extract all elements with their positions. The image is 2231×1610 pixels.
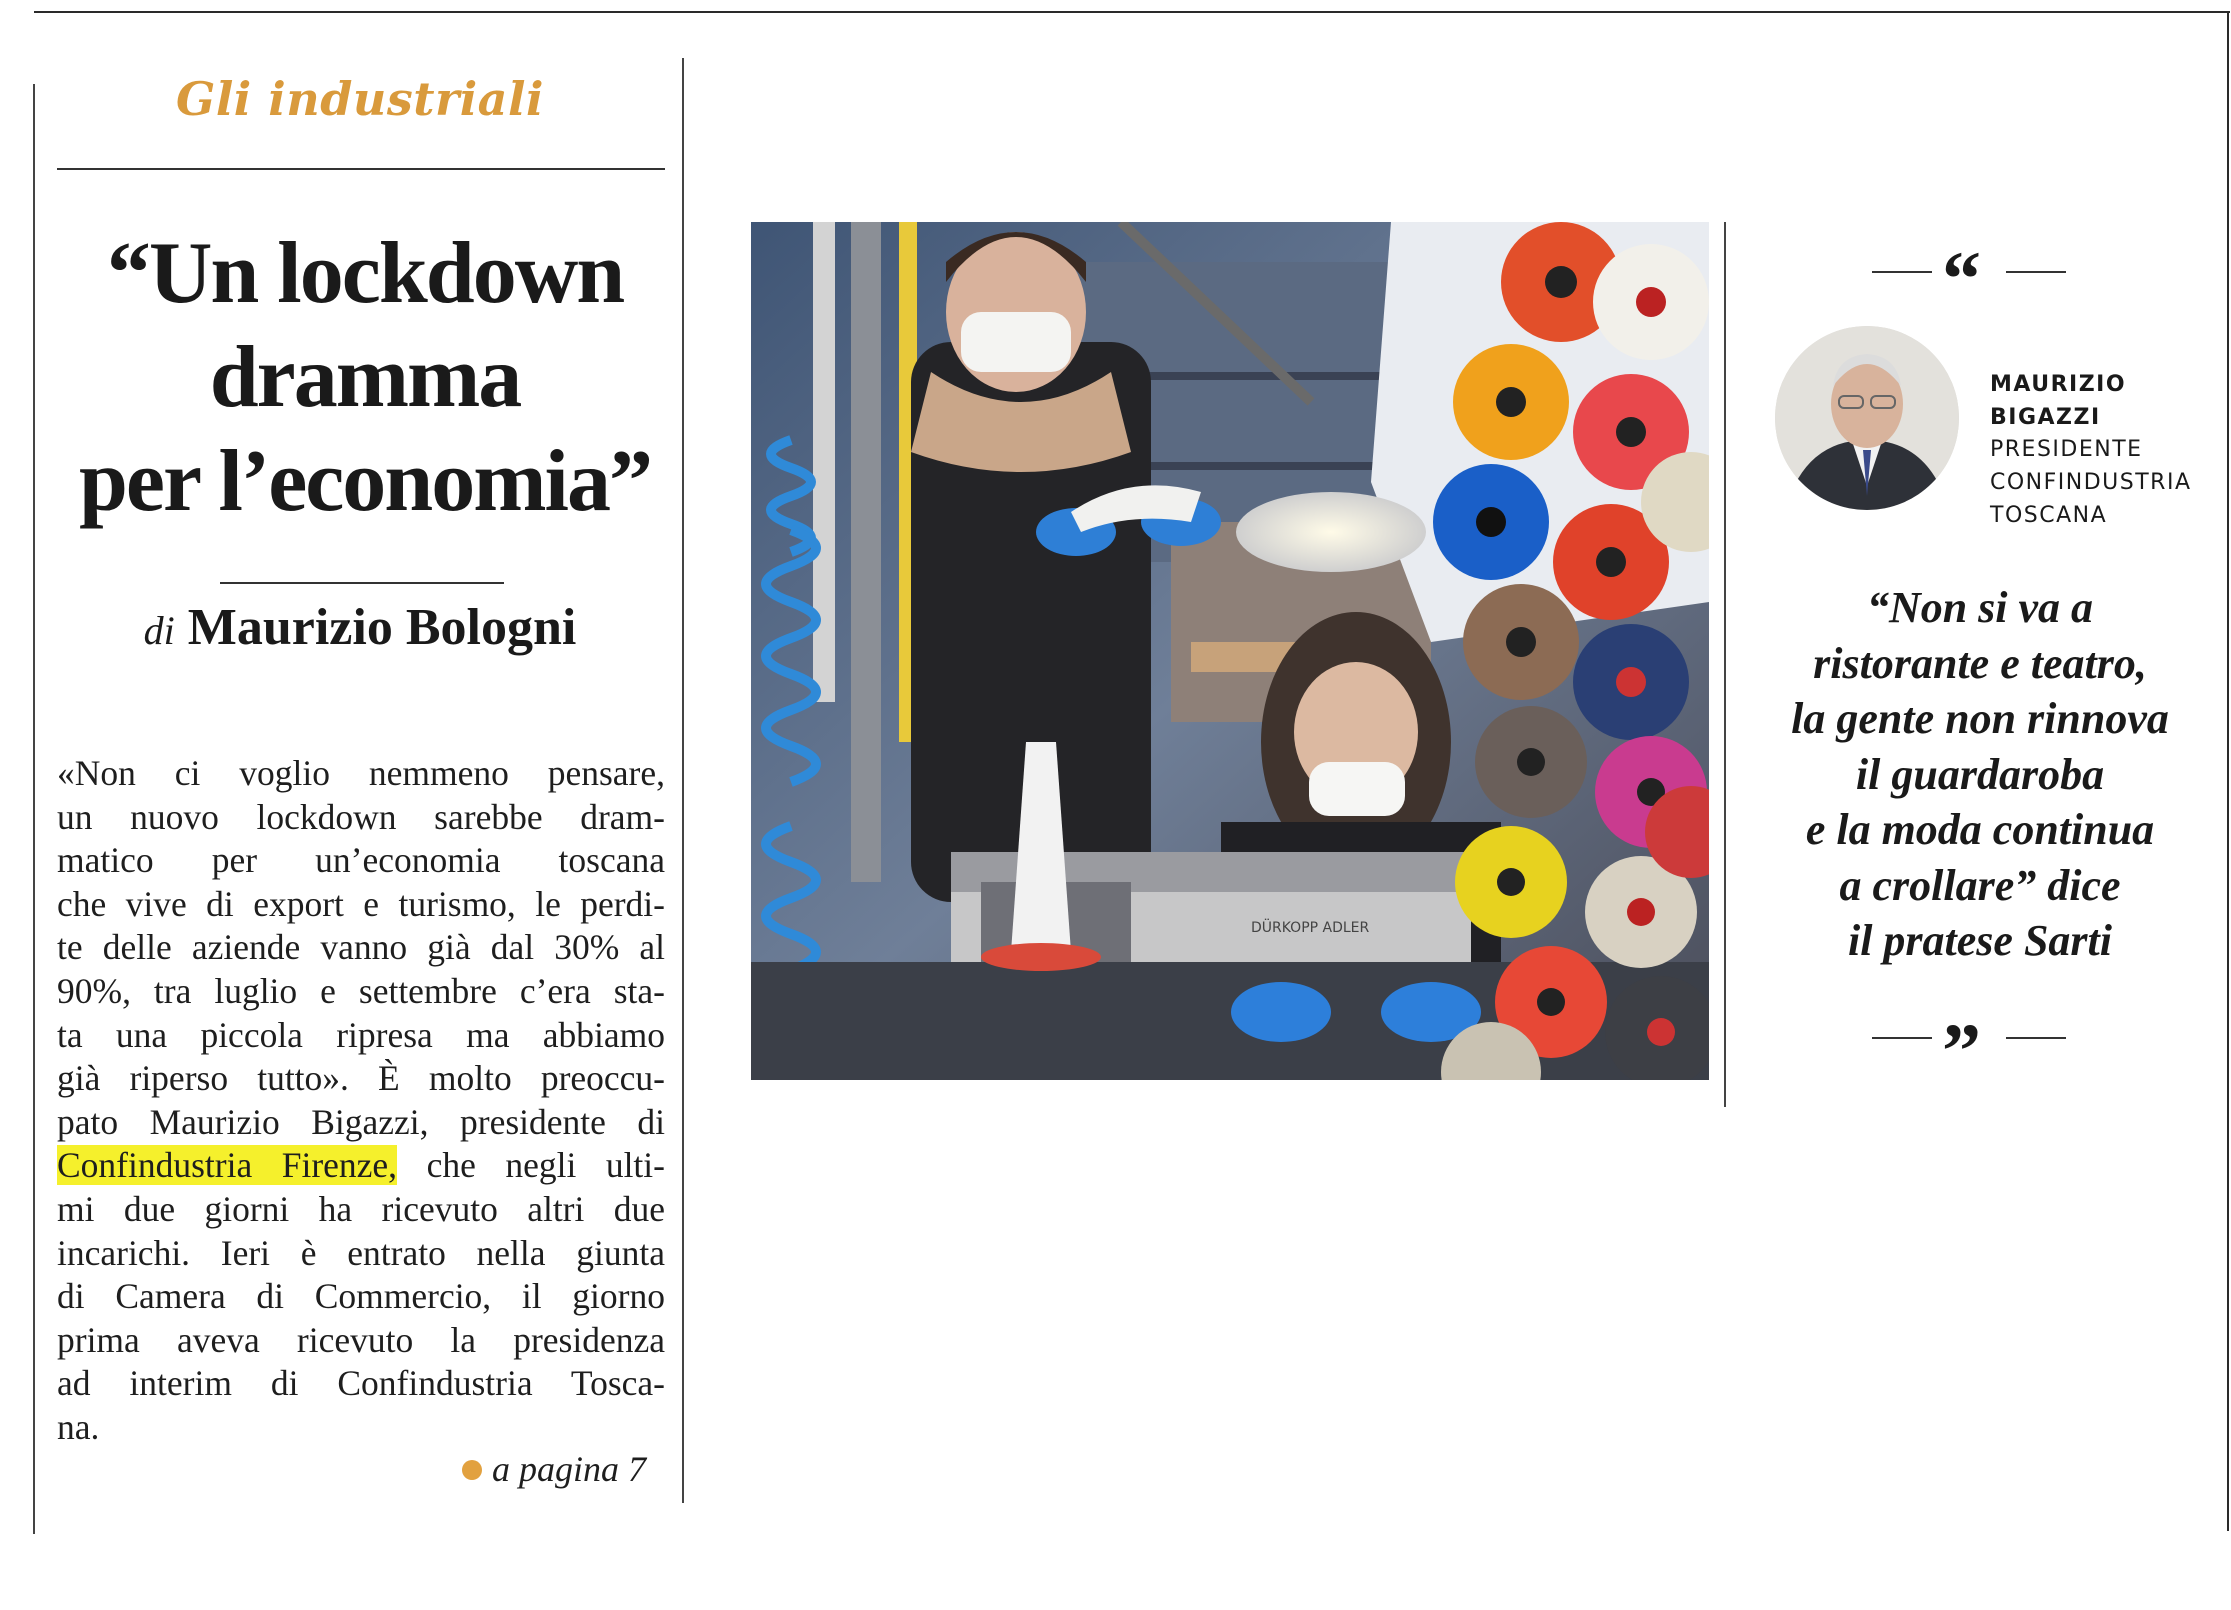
avatar — [1775, 326, 1959, 510]
close-quote-rule-left — [1872, 1037, 1932, 1039]
byline-prefix: di — [143, 608, 175, 653]
pull-quote-line: la gente non rinnova — [1791, 694, 2169, 743]
article-photo — [751, 222, 1709, 1080]
body-line: «Non ci voglio nemmeno pensare, — [57, 753, 665, 793]
close-quote-rule-right — [2006, 1037, 2066, 1039]
body-line: un nuovo lockdown sarebbe dram- — [57, 796, 665, 837]
person-name-line: MAURIZIO — [1990, 372, 2127, 397]
section-kicker: Gli industriali — [176, 72, 544, 126]
pull-quote-line: ristorante e teatro, — [1813, 638, 2147, 688]
open-quote-icon: “ — [1942, 235, 1981, 322]
kicker-rule — [57, 168, 665, 170]
body-line: mi due giorni ha ricevuto altri due — [57, 1188, 665, 1229]
open-quote-rule-left — [1872, 271, 1932, 273]
headline-line: dramma — [209, 329, 521, 426]
pull-quote-line: “Non si va a — [1866, 583, 2094, 632]
byline-rule — [220, 582, 504, 584]
byline — [60, 598, 660, 657]
body-line: già riperso tutto». È molto preoccu- — [57, 1058, 665, 1099]
pull-quote-line: il guardaroba — [1855, 749, 2105, 799]
pull-quote-line: a crollare” dice — [1839, 860, 2121, 910]
body-line-highlighted — [57, 1144, 665, 1188]
frame-left-rule — [33, 84, 35, 1534]
pull-quote-line: e la moda continua — [1805, 805, 2155, 854]
person-role-line: TOSCANA — [1990, 503, 2108, 528]
highlighted-company-name: Confindustria Firenze, — [57, 1145, 398, 1186]
body-line-rest: che negli ulti- — [397, 1145, 665, 1186]
photo-illustration — [751, 222, 1709, 1080]
page-reference-text: a pagina 7 — [492, 1449, 647, 1489]
page-reference — [462, 1448, 672, 1490]
headline — [40, 222, 690, 534]
frame-right-rule — [2227, 11, 2229, 1531]
body-line: incarichi. Ieri è entrato nella giunta — [57, 1232, 665, 1273]
body-line: ta una piccola ripresa ma abbiamo — [57, 1014, 665, 1055]
person-role — [1990, 433, 2192, 532]
person-role-line: CONFINDUSTRIA — [1990, 470, 2192, 495]
headline-line: “Un lockdown — [106, 225, 624, 322]
bullet-dot-icon — [462, 1460, 482, 1480]
person-name-line: BIGAZZI — [1990, 405, 2101, 430]
body-line: 90%, tra luglio e settembre c’era sta- — [57, 970, 665, 1011]
body-line: che vive di export e turismo, le perdi- — [57, 883, 665, 924]
headline-line: per l’economia” — [78, 433, 652, 530]
pull-quote-line: il pratese Sarti — [1847, 916, 2113, 965]
body-line: ad interim di Confindustria Tosca- — [57, 1363, 665, 1404]
byline-author: Maurizio Bologni — [187, 599, 577, 656]
body-line: pato Maurizio Bigazzi, presidente di — [57, 1101, 665, 1142]
body-line: di Camera di Commercio, il giorno — [57, 1276, 665, 1317]
sewing-machine-brand: DÜRKOPP ADLER — [1251, 920, 1370, 936]
open-quote-rule-right — [2006, 271, 2066, 273]
body-line: matico per un’economia toscana — [57, 840, 665, 881]
body-line: prima aveva ricevuto la presidenza — [57, 1319, 665, 1360]
body-line: na. — [57, 1406, 100, 1447]
article-body — [57, 752, 665, 1450]
body-line: te delle aziende vanno già dal 30% al — [57, 927, 665, 968]
frame-top-rule — [34, 11, 2230, 13]
close-quote-icon: ” — [1942, 1007, 1981, 1094]
pull-quote — [1746, 580, 2214, 969]
quote-column-divider — [1724, 222, 1726, 1107]
portrait-illustration — [1775, 326, 1959, 510]
person-role-line: PRESIDENTE — [1990, 437, 2143, 462]
person-name — [1990, 368, 2126, 434]
